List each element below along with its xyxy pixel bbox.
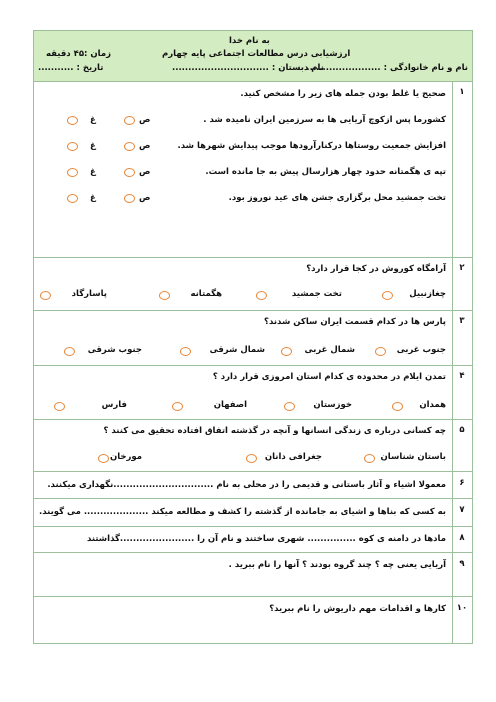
question-number: ۶	[459, 478, 465, 488]
exam-sheet	[33, 30, 473, 644]
option-circle[interactable]	[364, 454, 375, 463]
true-choice-circle[interactable]	[124, 116, 135, 125]
option-circle[interactable]	[281, 347, 292, 356]
question-row-1	[34, 82, 472, 258]
false-label: غ	[90, 115, 96, 125]
option-label: اصفهان	[213, 400, 247, 410]
question-text: کارها و اقدامات مهم داریوش را نام ببرید؟	[269, 604, 446, 614]
question-text: تمدن ایلام در محدوده ی کدام استان امروزی قرار دارد ؟	[212, 372, 446, 382]
option-circle[interactable]	[382, 291, 393, 300]
option-circle[interactable]	[256, 291, 267, 300]
question-text: پارس ها در کدام قسمت ایران ساکن شدند؟	[264, 317, 446, 327]
false-label: غ	[90, 167, 96, 177]
option-label: شمال غربی	[304, 345, 355, 355]
option-label: فارس	[101, 400, 127, 410]
true-label: ص	[139, 167, 151, 177]
question-row-2	[34, 258, 472, 311]
option-label: چغازنبیل	[409, 289, 446, 299]
option-label: همدان	[419, 400, 446, 410]
true-label: ص	[139, 193, 151, 203]
option-label: تخت جمشید	[291, 289, 342, 299]
question-row-8	[34, 527, 472, 553]
question-text: آرامگاه کوروش در کجا قرار دارد؟	[306, 264, 446, 274]
true-label: ص	[139, 141, 151, 151]
question-number: ۱۰	[456, 603, 468, 613]
question-number: ۴	[459, 371, 465, 381]
question-row-6	[34, 472, 472, 499]
student-name-field[interactable]: نام و نام خانوادگی : .......................	[306, 63, 468, 73]
option-circle[interactable]	[98, 454, 109, 463]
school-name-field[interactable]: نام دبستان : ..............................	[172, 63, 324, 73]
question-number: ۳	[459, 316, 465, 326]
false-choice-circle[interactable]	[67, 142, 78, 151]
question-text: به کسی که بناها و اشیای به جامانده از گذشته را کشف و مطالعه میکند .................... می گویند.	[38, 507, 446, 517]
tf-statement: افزایش جمعیت روستاها درکنارآرودها موجب پیدایش شهرها شد.	[177, 141, 446, 151]
option-circle[interactable]	[64, 347, 75, 356]
question-text: مادها در دامنه ی کوه ............... شهری ساختند و نام آن را .......................گذاشتند	[86, 534, 446, 544]
option-circle[interactable]	[375, 347, 386, 356]
basmala: به نام خدا	[229, 36, 270, 46]
question-text: چه کسانی درباره ی زندگی انسانها و آنچه در گذشته اتفاق افتاده تحقیق می کنند ؟	[103, 426, 446, 436]
tf-statement: تخت جمشید محل برگزاری جشن های عید نوروز بود.	[228, 193, 446, 203]
exam-title: ارزشیابی درس مطالعات اجتماعی پایه چهارم	[162, 49, 351, 59]
option-label: باستان شناسان	[380, 452, 446, 462]
option-circle[interactable]	[180, 347, 191, 356]
option-circle[interactable]	[392, 402, 403, 411]
option-label: خوزستان	[313, 400, 352, 410]
option-circle[interactable]	[159, 291, 170, 300]
tf-statement: کشورما پس ازکوچ آریایی ها به سرزمین ایران نامیده شد .	[203, 115, 446, 125]
question-text: آریایی یعنی چه ؟ چند گروه بودند ؟ آنها را نام ببرید .	[228, 560, 446, 570]
false-label: غ	[90, 193, 96, 203]
question-row-5	[34, 420, 472, 472]
question-number: ۷	[459, 505, 465, 515]
question-row-7	[34, 499, 472, 527]
question-number: ۹	[459, 559, 465, 569]
false-choice-circle[interactable]	[67, 168, 78, 177]
true-choice-circle[interactable]	[124, 194, 135, 203]
false-label: غ	[90, 141, 96, 151]
option-circle[interactable]	[246, 454, 257, 463]
false-choice-circle[interactable]	[67, 194, 78, 203]
question-number: ۸	[459, 533, 465, 543]
option-label: شمال شرقی	[209, 345, 265, 355]
date-field[interactable]: تاریخ : ...........	[38, 63, 104, 73]
option-circle[interactable]	[40, 291, 51, 300]
option-label: مورخان	[109, 452, 142, 462]
option-label: جنوب غربی	[396, 345, 446, 355]
option-label: پاسارگاد	[71, 289, 107, 299]
tf-statement: تپه ی هگمتانه حدود چهار هزارسال پیش به جا مانده است.	[205, 167, 446, 177]
question-text: معمولا اشیاء و آثار باستانی و قدیمی را در محلی به نام ...............................نگهداری میکنند.	[47, 480, 446, 490]
option-circle[interactable]	[54, 402, 65, 411]
option-circle[interactable]	[172, 402, 183, 411]
question-row-10	[34, 597, 472, 643]
question-row-3	[34, 311, 472, 366]
option-label: هگمتانه	[190, 289, 222, 299]
question-row-9	[34, 553, 472, 597]
question-row-4	[34, 366, 472, 420]
question-text: صحیح یا غلط بودن جمله های زیر را مشخص کنید.	[240, 89, 446, 99]
question-number: ۱	[459, 87, 465, 97]
true-label: ص	[139, 115, 151, 125]
false-choice-circle[interactable]	[67, 116, 78, 125]
option-label: جنوب شرقی	[87, 345, 142, 355]
time-label: زمان :۴۵ دقیقه	[46, 49, 111, 59]
true-choice-circle[interactable]	[124, 142, 135, 151]
true-choice-circle[interactable]	[124, 168, 135, 177]
question-number: ۵	[459, 425, 465, 435]
option-circle[interactable]	[284, 402, 295, 411]
option-label: جغرافی دانان	[264, 452, 322, 462]
question-number: ۲	[459, 263, 465, 273]
exam-header	[34, 31, 472, 82]
